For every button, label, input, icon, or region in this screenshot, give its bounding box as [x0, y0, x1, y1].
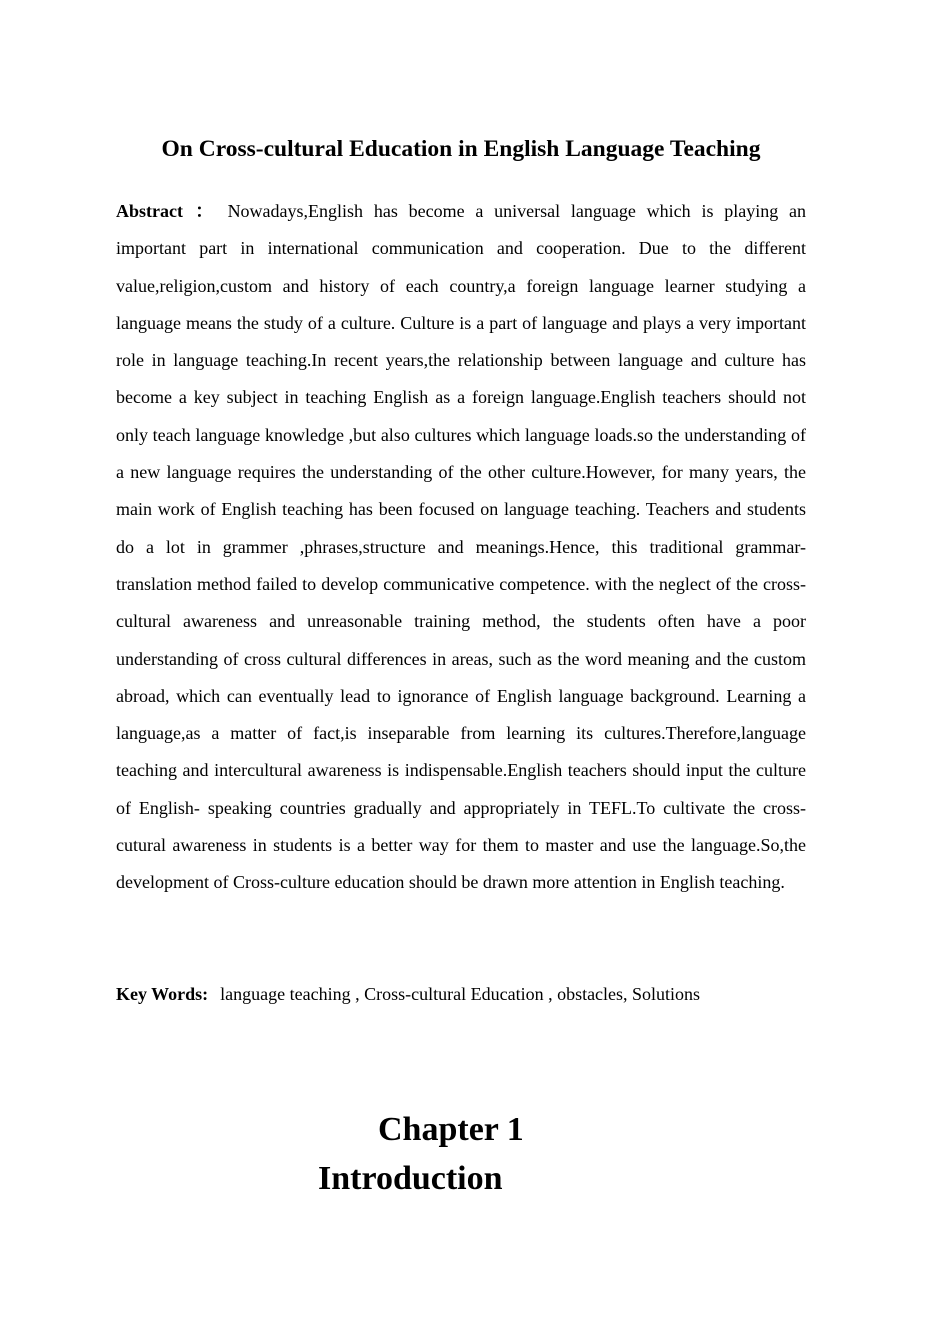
keywords-line: [116, 980, 806, 1008]
chapter-title: Introduction: [318, 1160, 503, 1197]
abstract-colon: ：: [188, 201, 220, 221]
keywords-text: language teaching , Cross-cultural Education , obstacles, Solutions: [220, 984, 701, 1004]
keywords-label: Key Words:: [116, 984, 209, 1004]
abstract-label: Abstract: [116, 201, 183, 221]
document-title: On Cross-cultural Education in English Language Teaching: [161, 136, 761, 162]
chapter-number: Chapter 1: [378, 1111, 524, 1148]
abstract-text: Nowadays,English has become a universal language which is playing an important part in international communication and cooperation. Due to the different value,religion,custom and history of each country,a foreign language learner studying a language means the study of a culture. Culture is a part of language and plays a very important role in language teaching.In recent years,the relationship between language and culture has become a key subject in teaching English as a foreign language.English teachers should not only teach language knowledge ,but also cultures which language loads.so the understanding of a new language requires the understanding of the other culture.However, for many years, the main work of English teaching has been focused on language teaching. Teachers and students do a lot in grammer ,phrases,structure and meanings.Hence, this traditional grammar-translation method failed to develop communicative competence. with the neglect of the cross-cultural awareness and unreasonable training method, the students often have a poor understanding of cross cultural differences in areas, such as the word meaning and the custom abroad, which can eventually lead to ignorance of English language background. Learning a language,as a matter of fact,is inseparable from learning its cultures.Therefore,language teaching and intercultural awareness is indispensable.English teachers should input the culture of English- speaking countries gradually and appropriately in TEFL.To cultivate the cross-cutural awareness in students is a better way for them to master and use the language.So,the development of Cross-culture education should be drawn more attention in English teaching.: [116, 201, 807, 893]
abstract-paragraph: [116, 193, 806, 902]
